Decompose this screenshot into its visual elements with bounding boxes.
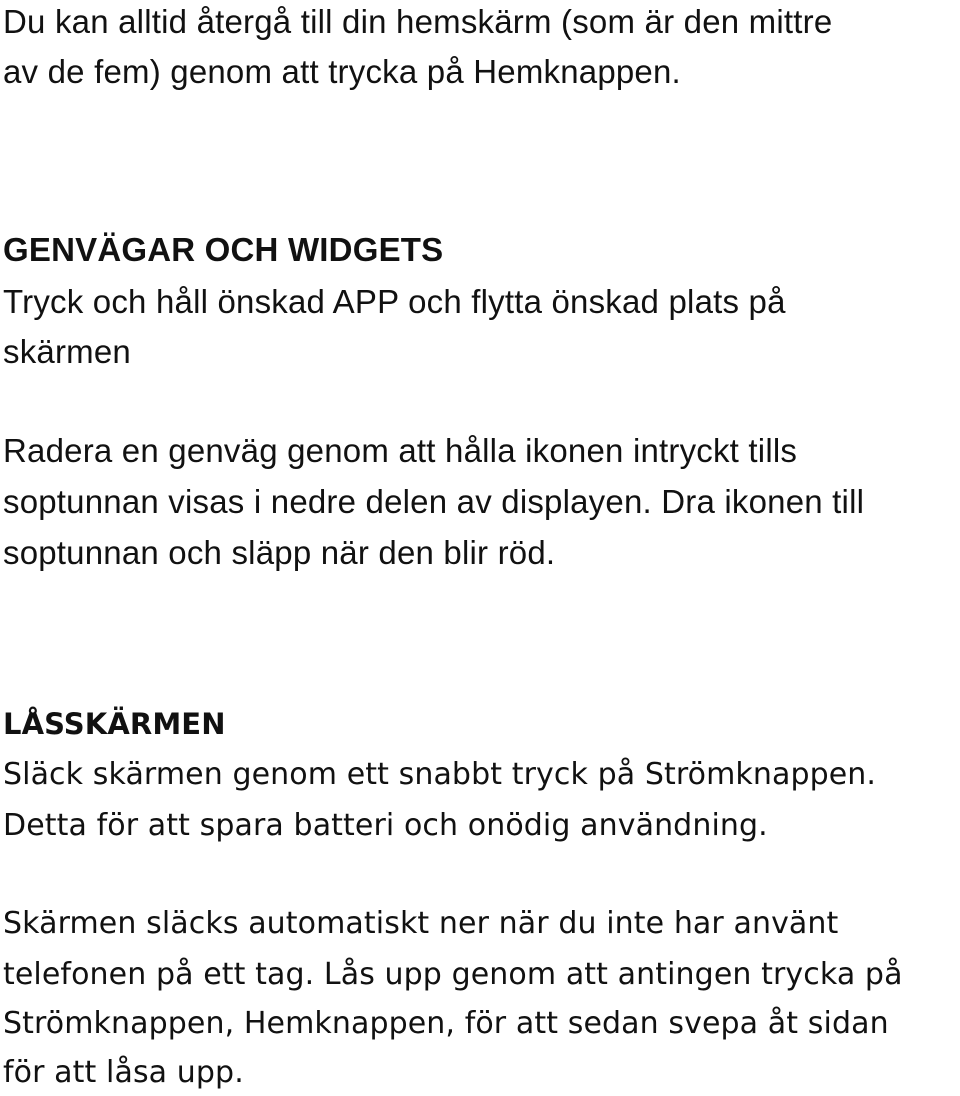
paragraph-line: soptunnan och släpp när den blir röd. xyxy=(3,534,556,571)
paragraph-line: för att låsa upp. xyxy=(3,1055,244,1090)
paragraph-line: Radera en genväg genom att hålla ikonen intryckt tills xyxy=(3,432,798,469)
paragraph-line: Tryck och håll önskad APP och flytta önskad plats på xyxy=(3,283,786,320)
paragraph-line: telefonen på ett tag. Lås upp genom att antingen trycka på xyxy=(3,957,903,992)
intro-line: av de fem) genom att trycka på Hemknappen. xyxy=(3,53,681,90)
paragraph-line: Släck skärmen genom ett snabbt tryck på Strömknappen. xyxy=(3,757,877,792)
intro-line: Du kan alltid återgå till din hemskärm (som är den mittre xyxy=(3,3,833,40)
paragraph-line: Strömknappen, Hemknappen, för att sedan svepa åt sidan xyxy=(3,1006,889,1041)
paragraph-line: skärmen xyxy=(3,333,131,370)
section-heading-shortcuts: GENVÄGAR OCH WIDGETS xyxy=(3,231,444,268)
paragraph-line: Skärmen släcks automatiskt ner när du inte har använt xyxy=(3,906,839,941)
paragraph-line: soptunnan visas i nedre delen av displayen. Dra ikonen till xyxy=(3,483,865,520)
paragraph-line: Detta för att spara batteri och onödig användning. xyxy=(3,808,768,843)
section-heading-lockscreen: LÅSSKÄRMEN xyxy=(3,707,226,741)
